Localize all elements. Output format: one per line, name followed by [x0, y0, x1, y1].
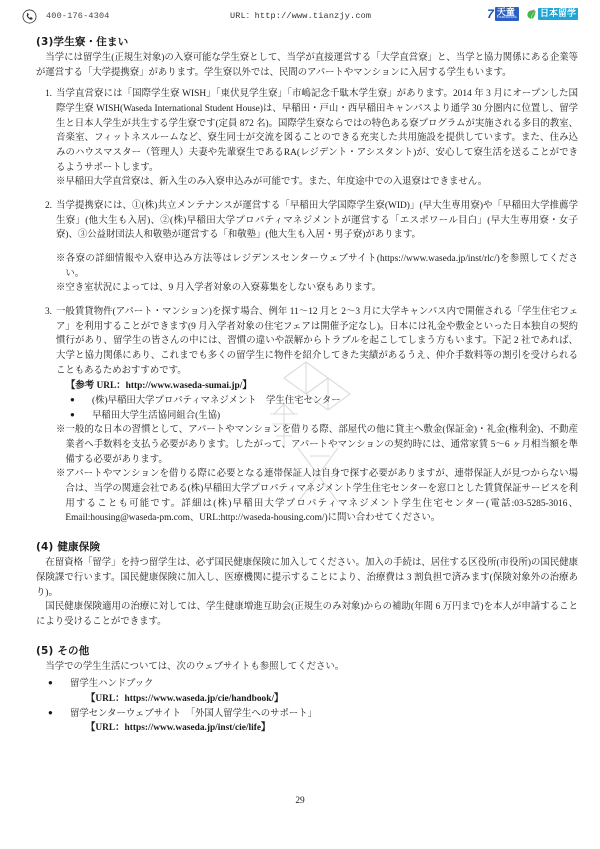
list-item: [36, 87, 578, 190]
header-phone-number: 400-176-4304: [46, 11, 110, 21]
list-item-label: 早稲田大学生活協同組合(生協): [92, 410, 221, 421]
list-item-text: 当学直営寮には「国際学生寮 WISH」「東伏見学生寮」「市嶋記念千駄木学生寮」があります。2014 年 3 月にオープンした国際学生寮 WISH(Waseda International Student House)は、早稲田・戸山・西早稲田キャンパスより通学 30 分圏内に位置し、留学生と日本人学生が共生する学生寮です(定員 872 名)。国際学生寮ならではの特色ある寮プログラムが実施される多目的教室、音楽室、フィットネスルームなど、寮生同士が交流を図ることのできる充実した共用施設を提供しています。また、住み込みのハウスマスター（管理人）夫妻や先輩寮生であるRA(レジデント・アシスタント)が、安心して寮生活を送ることができるようサポートします。: [56, 89, 578, 173]
leaf-icon: [526, 9, 537, 20]
tianzjy-logo-subtext: TIANZHUANG: [496, 16, 517, 20]
page-number: 29: [295, 796, 305, 806]
list-item-note: ※各寮の詳細情報や入寮申込み方法等はレジデンスセンターウェブサイト(https://www.waseda.jp/inst/rlc/)を参照してください。: [56, 254, 578, 279]
list-item-url[interactable]: 【URL：https://www.waseda.jp/cie/handbook/】: [86, 693, 284, 704]
list-item: [44, 707, 578, 736]
list-item-number: 1.: [44, 89, 52, 100]
list-item: [44, 677, 578, 706]
bullet-icon: ●: [48, 678, 53, 688]
list-item-label: 留学センターウェブサイト 「外国人留学生へのサポート」: [70, 708, 318, 719]
section-4-heading: (4) 健康保険: [36, 541, 101, 554]
tianzjy-logo-text-box: [495, 7, 519, 21]
list-item-note: ※一般的な日本の習慣として、アパートやマンションを借りる際、部屋代の他に貸主へ敷金(保証金)・礼金(権利金)、不動産業者へ手数料を支払う必要があります。したがって、アパートやマンションの契約時には、通常家賃 5～6 ヶ月相当額を準備する必要があります。: [56, 425, 578, 465]
page-header: [22, 4, 578, 28]
list-item-label: 留学生ハンドブック: [70, 679, 154, 690]
list-item: [66, 409, 578, 424]
section-5-heading: (5) その他: [36, 644, 90, 657]
bullet-icon: ●: [70, 395, 75, 405]
section-3-heading: (3)学生寮・住まい: [36, 36, 129, 48]
phone-icon: [22, 9, 37, 24]
section-4-paragraph-2: 国民健康保険適用の治療に対しては、学生健康増進互助会(正規生のみ対象)からの補助(年間 6 万円まで)を本人が申請することにより受けることができます。: [36, 602, 578, 627]
header-logos: [487, 7, 578, 21]
list-item-number: 2.: [44, 201, 52, 212]
partner-company-list: [56, 394, 578, 423]
section-4-paragraph-1: 在留資格「留学」を持つ留学生は、必ず国民健康保険に加入してください。加入の手続は、居住する区役所(市役所)の国民健康保険課で行います。国民健康保険に加入し、医療機関に提示することにより、治療費は 3 割負担で済みます(保険対象外の治療あり)。: [36, 558, 578, 598]
bullet-icon: ●: [48, 707, 53, 717]
reference-url[interactable]: 【参考 URL：http://www.waseda-sumai.jp/】: [66, 381, 252, 392]
nihon-ryugaku-logo: [526, 8, 578, 20]
list-item: [36, 199, 578, 296]
section-3-list: [22, 87, 578, 526]
list-item-text: 当学提携寮には、①(株)共立メンテナンスが運営する「早稲田大学国際学生寮(WID)」(早大生専用寮)や「早稲田大学推薦学生寮」(他大生も入居)、②(株)早稲田大学プロパティマネジメントが運営する「エスポワール目白」(早大生専用寮・女子寮)、③公益財団法人和敬塾が運営する「和敬塾」(他大生も入居・男子寮)があります。: [56, 201, 578, 241]
list-item-note: ※空き室状況によっては、9 月入学者対象の入寮募集をしない寮もあります。: [56, 283, 382, 294]
list-item: [36, 305, 578, 526]
section-5-link-list: [22, 677, 578, 736]
list-item: [66, 394, 578, 409]
list-item-label: (株)早稲田大学プロパティマネジメント 学生住宅センター: [92, 396, 341, 407]
bullet-icon: ●: [70, 409, 75, 419]
header-phone-group: [22, 9, 232, 24]
nihon-ryugaku-logo-text: 日本留学: [539, 8, 576, 19]
list-item-note: ※早稲田大学直営寮は、新入生のみ入寮申込みが可能です。また、年度途中での入退寮はできません。: [56, 177, 488, 188]
tianzjy-logo-text: 天童: [496, 7, 515, 17]
section-3-intro: 当学には留学生(正規生対象)の入寮可能な学生寮として、当学が直接運営する「大学直営寮」と、当学と協力関係にある企業等が運営する「大学提携寮」があります。学生寮以外では、民間のアパートやマンションに入居する学生もいます。: [36, 53, 578, 78]
tianzjy-logo-mark: 7: [487, 7, 494, 22]
tianzjy-logo: [487, 7, 519, 21]
list-item-url[interactable]: 【URL：https://www.waseda.jp/inst/cie/life】: [86, 723, 271, 734]
list-item-number: 3.: [44, 307, 52, 318]
section-5-intro: 当学での学生生活については、次のウェブサイトも参照してください。: [45, 661, 345, 672]
list-item-note: ※アパートやマンションを借りる際に必要となる連帯保証人は自身で探す必要がありますが、連帯保証人が見つからない場合は、当学の関連会社である(株)早稲田大学プロパティマネジメント学生住宅センターを窓口とした賃貸保証サービスを利用することも可能です。詳細は(株)早稲田大学プロパティマネジメント学生住宅センター(電話:03-5285-3016、Email:housing@waseda-pm.com、URL:http://waseda-housing.com/)に問い合わせてください。: [56, 469, 578, 524]
list-item-text: 一般賃貸物件(アパート・マンション)を探す場合、例年 11～12 月と 2～3 月に大学キャンパス内で開催される「学生住宅フェア」を利用することができます(9 月入学者対象の住宅フェアは開催予定なし)。日本には礼金や敷金といった日本独自の契約慣行があり、留学生の皆さんの中には、習慣の違いや誤解からトラブルを起こしてしまう方もいます。下記 2 社であれば、大学と協力関係にあり、これまでも多くの留学生に物件を紹介してきた実績があるうえ、仲介手数料等の割引を受けられることもあるためおすすめです。: [56, 307, 578, 376]
header-website-url: URL：http://www.tianzjy.com: [230, 11, 372, 21]
